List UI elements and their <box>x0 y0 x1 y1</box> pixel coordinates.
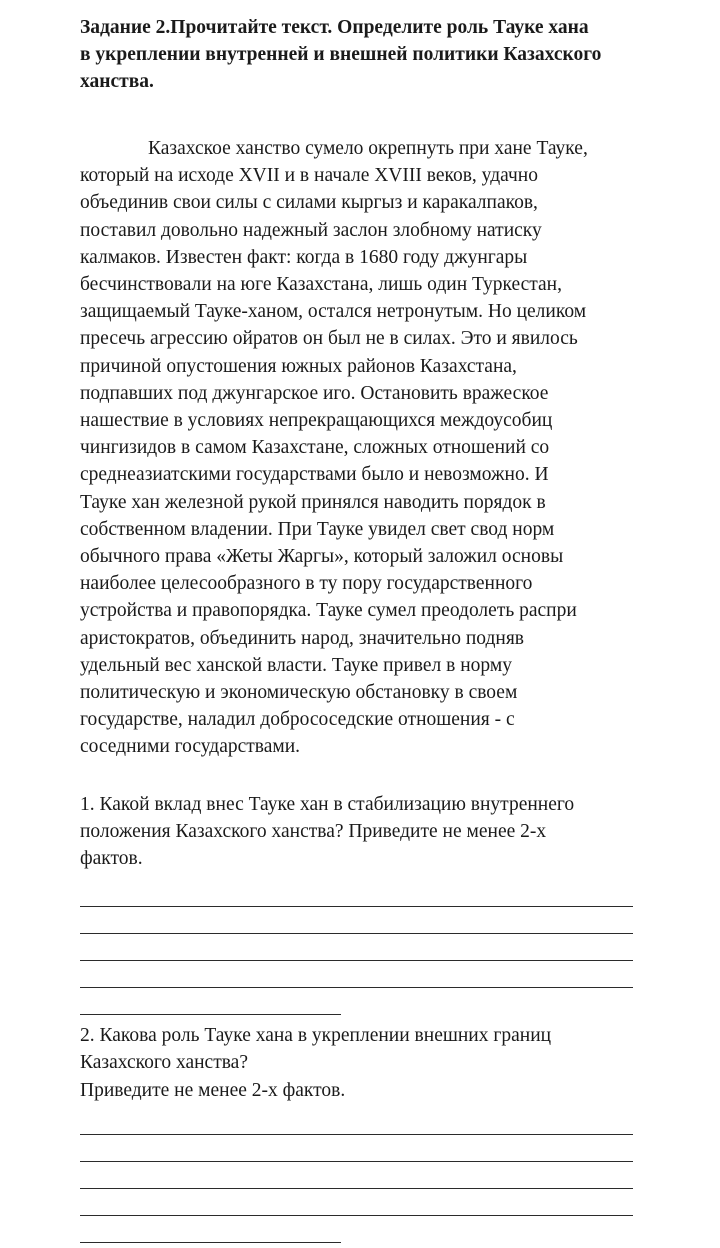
text-line: соседними государствами. <box>80 736 301 758</box>
text-line: политическую и экономическую обстановку в своем <box>80 682 518 704</box>
worksheet-page <box>80 14 640 1243</box>
answer-line[interactable] <box>80 907 633 934</box>
task-title <box>80 14 640 95</box>
answer-line[interactable] <box>80 934 633 961</box>
question-1 <box>80 791 640 873</box>
task-title-line: Задание 2.Прочитайте текст. Определите роль Тауке хана <box>80 17 589 38</box>
text-line: подпавших под джунгарское иго. Остановить вражеское <box>80 382 549 404</box>
text-line: аристократов, объединить народ, значительно подняв <box>80 627 525 649</box>
text-line: поставил довольно надежный заслон злобному натиску <box>80 219 542 241</box>
text-line: устройства и правопорядка. Тауке сумел преодолеть распри <box>80 600 577 622</box>
reading-text <box>80 135 640 761</box>
task-title-line: в укреплении внутренней и внешней политики Казахского <box>80 44 602 65</box>
text-line: объединив свои силы с силами кыргыз и каракалпаков, <box>80 192 538 214</box>
text-line: бесчинствовали на юге Казахстана, лишь один Туркестан, <box>80 274 562 296</box>
answer-line[interactable] <box>80 880 633 907</box>
answer-area-2[interactable] <box>80 1108 640 1243</box>
answer-area-1[interactable] <box>80 880 640 1015</box>
answer-line[interactable] <box>80 1189 633 1216</box>
answer-line[interactable] <box>80 1216 341 1243</box>
text-line: Тауке хан железной рукой принялся наводить порядок в <box>80 491 546 513</box>
text-line: удельный вес ханской власти. Тауке привел в норму <box>80 654 512 676</box>
answer-line[interactable] <box>80 1162 633 1189</box>
text-line: чингизидов в самом Казахстане, сложных отношений со <box>80 437 550 459</box>
answer-line[interactable] <box>80 988 341 1015</box>
question-line: положения Казахского ханства? Приведите не менее 2-х <box>80 820 547 842</box>
text-line: пресечь агрессию ойратов он был не в силах. Это и явилось <box>80 328 578 350</box>
question-line: 1. Какой вклад внес Тауке хан в стабилизацию внутреннего <box>80 793 575 815</box>
text-line: защищаемый Тауке-ханом, остался нетронутым. Но целиком <box>80 301 587 323</box>
text-line: наиболее целесообразного в ту пору государственного <box>80 573 533 595</box>
question-line: Приведите не менее 2-х фактов. <box>80 1079 346 1101</box>
task-title-line: ханства. <box>80 71 154 92</box>
text-line: Казахское ханство сумело окрепнуть при хане Тауке, <box>148 138 588 159</box>
text-line: собственном владении. При Тауке увидел свет свод норм <box>80 518 555 540</box>
text-line: который на исходе XVII и в начале XVIII веков, удачно <box>80 165 538 187</box>
text-line: калмаков. Известен факт: когда в 1680 году джунгары <box>80 246 528 268</box>
answer-line[interactable] <box>80 1135 633 1162</box>
question-2 <box>80 1022 640 1104</box>
text-line: государстве, наладил добрососедские отношения - с <box>80 709 515 731</box>
text-line: нашествие в условиях непрекращающихся междоусобиц <box>80 410 553 432</box>
question-line: фактов. <box>80 848 143 870</box>
question-line: 2. Какова роль Тауке хана в укреплении внешних границ <box>80 1025 552 1047</box>
answer-line[interactable] <box>80 961 633 988</box>
text-line: обычного права «Жеты Жаргы», который заложил основы <box>80 546 564 568</box>
text-line: причиной опустошения южных районов Казахстана, <box>80 355 517 377</box>
text-line: среднеазиатскими государствами было и невозможно. И <box>80 464 549 486</box>
question-line: Казахского ханства? <box>80 1052 248 1074</box>
answer-line[interactable] <box>80 1108 633 1135</box>
